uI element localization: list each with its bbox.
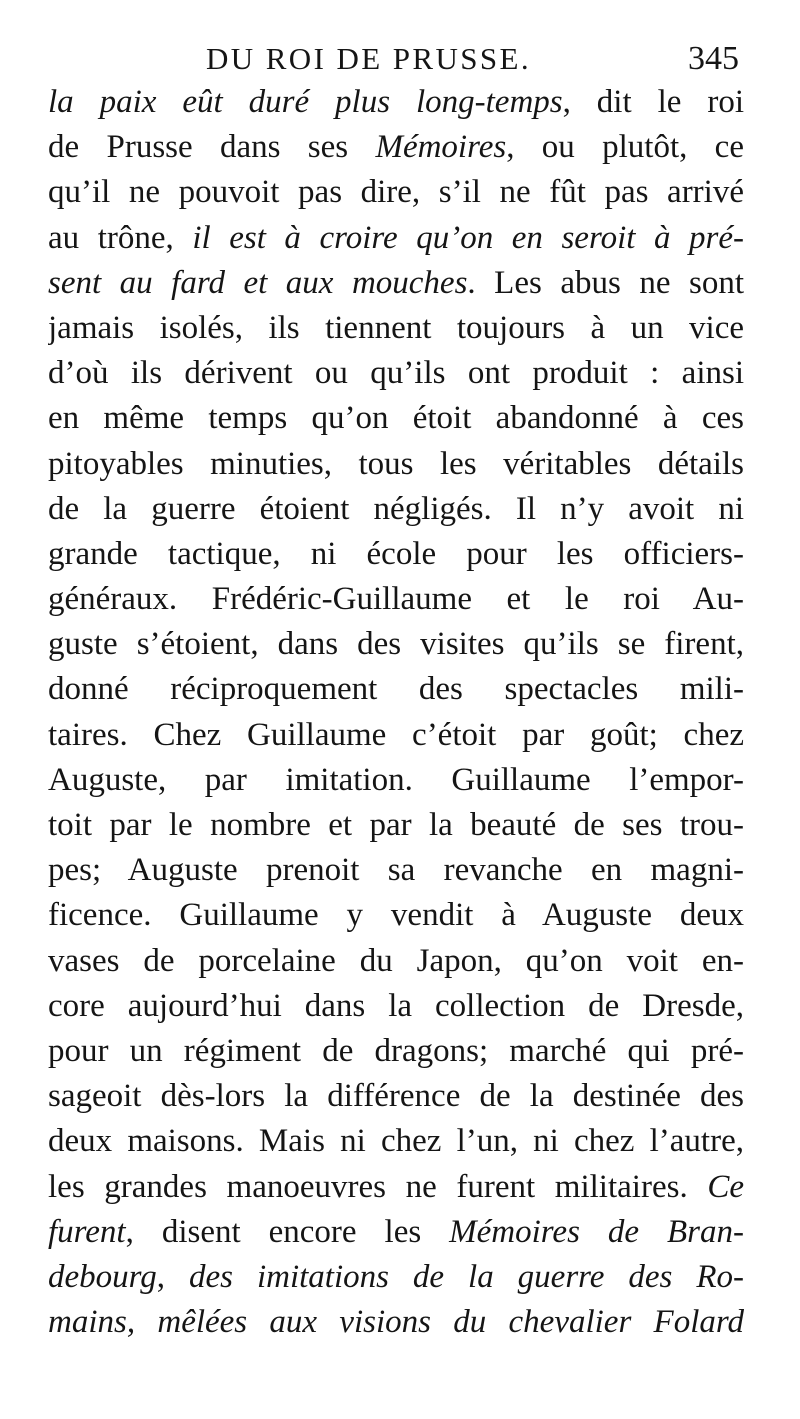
text-line <box>48 261 744 306</box>
italic-text: debourg <box>48 1258 157 1295</box>
roman-text: grande tactique, ni école pour les officiers- <box>48 535 744 572</box>
running-title: DU ROI DE PRUSSE. <box>206 41 532 76</box>
text-line <box>48 848 744 893</box>
roman-text: . Les abus ne sont <box>467 264 744 301</box>
italic-text: il est à croire qu’on en seroit à pré- <box>192 219 744 256</box>
text-line <box>48 622 744 667</box>
text-line <box>48 577 744 622</box>
text-line <box>48 1029 744 1074</box>
roman-text: qu’il ne pouvoit pas dire, s’il ne fût pas arrivé <box>48 174 744 211</box>
roman-text: vases de porcelaine du Japon, qu’on voit en- <box>48 942 744 979</box>
body-text <box>48 80 744 1345</box>
text-line <box>48 1119 744 1164</box>
roman-text: core aujourd’hui dans la collection de Dresde, <box>48 987 744 1024</box>
roman-text: au trône, <box>48 219 193 256</box>
text-line <box>48 1255 744 1300</box>
text-line <box>48 984 744 1029</box>
roman-text: jamais isolés, ils tiennent toujours à un vice <box>48 309 744 346</box>
roman-text: donné réciproquement des spectacles mili- <box>48 671 744 708</box>
text-line <box>48 487 744 532</box>
italic-text: sent au fard et aux mouches <box>48 264 468 301</box>
roman-text: ficence. Guillaume y vendit à Auguste deux <box>48 897 744 934</box>
roman-text: Auguste, par imitation. Guillaume l’empor- <box>48 761 744 798</box>
roman-text: pitoyables minuties, tous les véritables détails <box>48 445 744 482</box>
roman-text: en même temps qu’on étoit abandonné à ces <box>48 400 744 437</box>
roman-text: , dit le roi <box>562 84 744 120</box>
roman-text: , <box>156 1258 189 1295</box>
roman-text: , disent encore les <box>125 1213 450 1250</box>
italic-text: furent <box>48 1213 126 1250</box>
roman-text: les grandes manoeuvres ne furent militaires. <box>48 1168 708 1205</box>
roman-text: toit par le nombre et par la beauté de ses trou- <box>48 807 744 843</box>
text-line <box>48 803 744 848</box>
italic-text: Ce <box>707 1168 744 1205</box>
text-line <box>48 80 744 125</box>
roman-text: d’où ils dérivent ou qu’ils ont produit : ainsi <box>48 355 744 392</box>
roman-text: de la guerre étoient négligés. Il n’y avoit ni <box>48 490 744 527</box>
text-line <box>48 442 744 487</box>
roman-text: , ou plutôt, ce <box>506 129 744 166</box>
text-line <box>48 713 744 758</box>
roman-text: pour un régiment de dragons; marché qui pré- <box>48 1032 744 1069</box>
italic-text: des imitations de la guerre des Ro- <box>188 1258 744 1295</box>
text-line <box>48 758 744 803</box>
italic-text: mains, mêlées aux visions du chevalier Folard <box>48 1304 744 1341</box>
text-line <box>48 939 744 984</box>
italic-text: Mémoires de Bran- <box>449 1213 744 1250</box>
roman-text: sageoit dès-lors la différence de la destinée des <box>48 1078 744 1115</box>
text-line <box>48 125 744 170</box>
roman-text: deux maisons. Mais ni chez l’un, ni chez l’autre, <box>48 1123 744 1160</box>
roman-text: guste s’étoient, dans des visites qu’ils se firent, <box>48 626 744 663</box>
text-line <box>48 351 744 396</box>
text-line <box>48 1165 744 1210</box>
text-line <box>48 1210 744 1255</box>
running-head <box>54 36 744 82</box>
text-line <box>48 170 744 215</box>
text-line <box>48 306 744 351</box>
roman-text: de Prusse dans ses <box>48 129 376 166</box>
roman-text: généraux. Frédéric-Guillaume et le roi Au- <box>48 581 744 618</box>
page-number: 345 <box>688 40 739 77</box>
text-line <box>48 1300 744 1345</box>
roman-text: pes; Auguste prenoit sa revanche en magni- <box>48 852 744 889</box>
italic-text: la paix eût duré plus long-temps <box>48 84 563 120</box>
text-line <box>48 893 744 938</box>
roman-text: taires. Chez Guillaume c’étoit par goût; chez <box>48 716 744 753</box>
text-line <box>48 216 744 261</box>
text-line <box>48 396 744 441</box>
text-line <box>48 532 744 577</box>
text-line <box>48 1074 744 1119</box>
text-line <box>48 667 744 712</box>
italic-text: Mémoires <box>375 129 507 166</box>
